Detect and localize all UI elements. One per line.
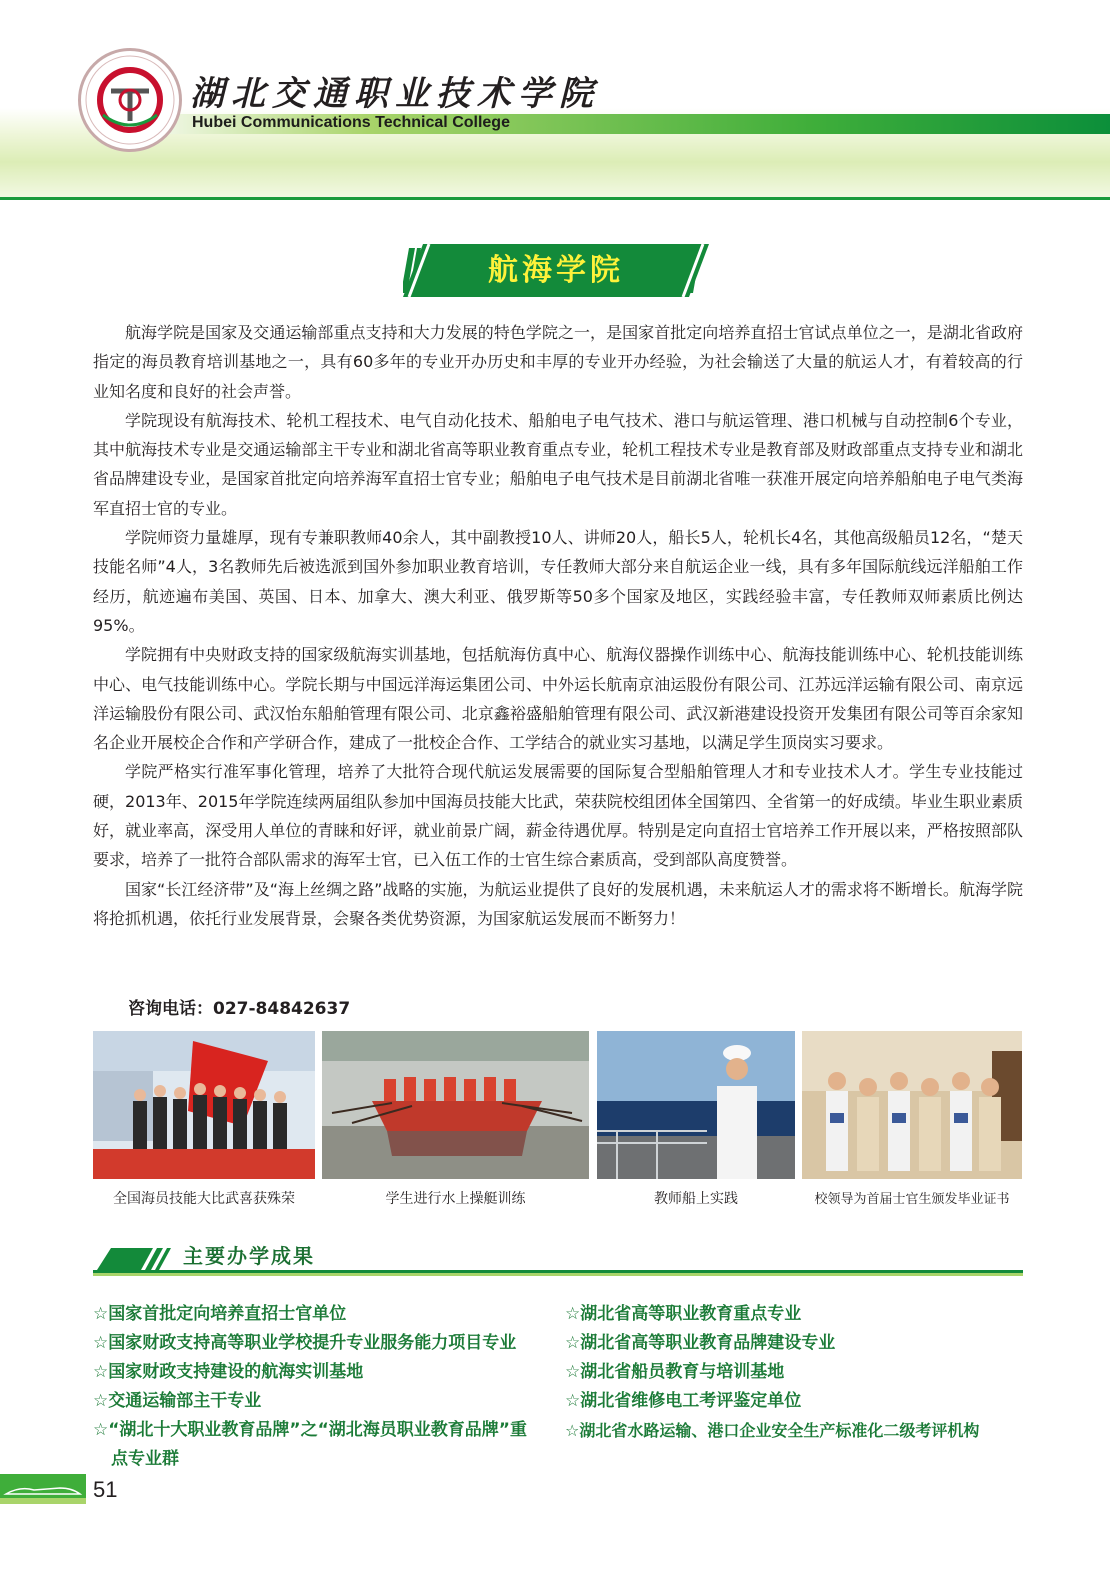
list-item: ☆“湖北十大职业教育品牌”之“湖北海员职业教育品牌”重点专业群 bbox=[93, 1420, 527, 1469]
photo-caption: 校领导为首届士官生颁发毕业证书 bbox=[814, 1192, 1010, 1207]
star-icon: ☆ bbox=[565, 1333, 581, 1353]
paragraph: 学院师资力量雄厚，现有专兼职教师40余人，其中副教授10人、讲师20人，船长5人，轮机长4名，其他高级船员12名，“楚天技能名师”4人，3名教师先后被选派到国外参加职业教育培训，专任教师大部分来自航运企业一线，具有多年国际航线远洋船舶工作经历，航迹遍布美国、英国、日本、加拿大、澳大利亚、俄罗斯等50多个国家及地区，实践经验丰富，专任教师双师素质比例达95%。 bbox=[93, 528, 1023, 635]
list-item: ☆国家首批定向培养直招士官单位 bbox=[93, 1304, 347, 1324]
achievements-list-left bbox=[93, 1300, 543, 1474]
star-icon: ☆ bbox=[93, 1304, 109, 1324]
college-name-cn: 湖北交通职业技术学院 bbox=[190, 74, 600, 114]
list-item: ☆湖北省高等职业教育品牌建设专业 bbox=[565, 1333, 836, 1353]
star-icon: ☆ bbox=[93, 1333, 109, 1353]
list-item: ☆湖北省水路运输、港口企业安全生产标准化二级考评机构 bbox=[565, 1421, 980, 1440]
photo-caption: 教师船上实践 bbox=[654, 1191, 738, 1207]
contact-phone: 咨询电话：027-84842637 bbox=[128, 999, 351, 1019]
body-text bbox=[93, 318, 1023, 933]
paragraph: 国家“长江经济带”及“海上丝绸之路”战略的实施，为航运业提供了良好的发展机遇，未来航运人才的需求将不断增长。航海学院将抢抓机遇，依托行业发展背景，会聚各类优势资源，为国家航运发展而不断努力！ bbox=[93, 879, 1023, 928]
star-icon: ☆ bbox=[565, 1304, 581, 1324]
photo-caption: 全国海员技能大比武喜获殊荣 bbox=[113, 1191, 295, 1207]
star-icon: ☆ bbox=[93, 1362, 109, 1382]
photo-caption: 学生进行水上操艇训练 bbox=[385, 1191, 526, 1207]
star-icon: ☆ bbox=[93, 1420, 109, 1440]
paragraph: 学院拥有中央财政支持的国家级航海实训基地，包括航海仿真中心、航海仪器操作训练中心、航海技能训练中心、轮机技能训练中心、电气技能训练中心。学院长期与中国远洋海运集团公司、中外运长航南京油运股份有限公司、江苏远洋运输有限公司、南京远洋运输股份有限公司、武汉怡东船舶管理有限公司、北京鑫裕盛船舶管理有限公司、武汉新港建设投资开发集团有限公司等百余家知名企业开展校企合作和产学研合作，建成了一批校企合作、工学结合的就业实习基地，以满足学生顶岗实习要求。 bbox=[93, 645, 1023, 753]
achievements-header bbox=[93, 1240, 1023, 1280]
list-item: ☆交通运输部主干专业 bbox=[93, 1391, 262, 1411]
list-item: ☆国家财政支持建设的航海实训基地 bbox=[93, 1362, 364, 1382]
college-name-en: Hubei Communications Technical College bbox=[192, 114, 510, 131]
star-icon: ☆ bbox=[565, 1421, 580, 1440]
paragraph: 学院严格实行准军事化管理，培养了大批符合现代航运发展需要的国际复合型船舶管理人才和专业技术人才。学生专业技能过硬，2013年、2015年学院连续两届组队参加中国海员技能大比武，荣获院校组团体全国第四、全省第一的好成绩。毕业生职业素质好，就业率高，深受用人单位的青睐和好评，就业前景广阔，薪金待遇优厚。特别是定向直招士官培养工作开展以来，严格按照部队要求，培养了一批符合部队需求的海军士官，已入伍工作的士官生综合素质高，受到部队高度赞誉。 bbox=[93, 762, 1023, 870]
section-title: 航海学院 bbox=[488, 253, 624, 288]
college-logo bbox=[78, 48, 182, 152]
star-icon: ☆ bbox=[565, 1362, 581, 1382]
paragraph: 航海学院是国家及交通运输部重点支持和大力发展的特色学院之一，是国家首批定向培养直招士官试点单位之一，是湖北省政府指定的海员教育培训基地之一，具有60多年的专业开办历史和丰厚的专业开办经验，为社会输送了大量的航运人才，有着较高的行业知名度和良好的社会声誉。 bbox=[93, 323, 1023, 401]
star-icon: ☆ bbox=[565, 1391, 581, 1411]
photo-certificate-ceremony bbox=[802, 1031, 1022, 1179]
list-item: ☆湖北省维修电工考评鉴定单位 bbox=[565, 1391, 802, 1411]
section-title-banner bbox=[403, 244, 709, 297]
achievements-title: 主要办学成果 bbox=[183, 1244, 315, 1268]
list-item: ☆湖北省船员教育与培训基地 bbox=[565, 1362, 785, 1382]
page-number: 51 bbox=[93, 1477, 118, 1502]
photo-rowing-training bbox=[322, 1031, 589, 1179]
header-divider bbox=[0, 197, 1110, 200]
star-icon: ☆ bbox=[93, 1391, 109, 1411]
photo-teacher-on-ship bbox=[597, 1031, 795, 1179]
footer-ship-graphic bbox=[0, 1474, 86, 1504]
photo-competition-award bbox=[93, 1031, 315, 1179]
paragraph: 学院现设有航海技术、轮机工程技术、电气自动化技术、船舶电子电气技术、港口与航运管理、港口机械与自动控制6个专业，其中航海技术专业是交通运输部主干专业和湖北省高等职业教育重点专业，轮机工程技术专业是教育部及财政部重点支持专业和湖北省品牌建设专业，是国家首批定向培养海军直招士官专业；船舶电子电气技术是目前湖北省唯一获准开展定向培养船舶电子电气类海军直招士官的专业。 bbox=[93, 410, 1023, 518]
achievements-list-right bbox=[565, 1300, 1030, 1445]
list-item: ☆国家财政支持高等职业学校提升专业服务能力项目专业 bbox=[93, 1333, 517, 1353]
list-item: ☆湖北省高等职业教育重点专业 bbox=[565, 1304, 802, 1324]
